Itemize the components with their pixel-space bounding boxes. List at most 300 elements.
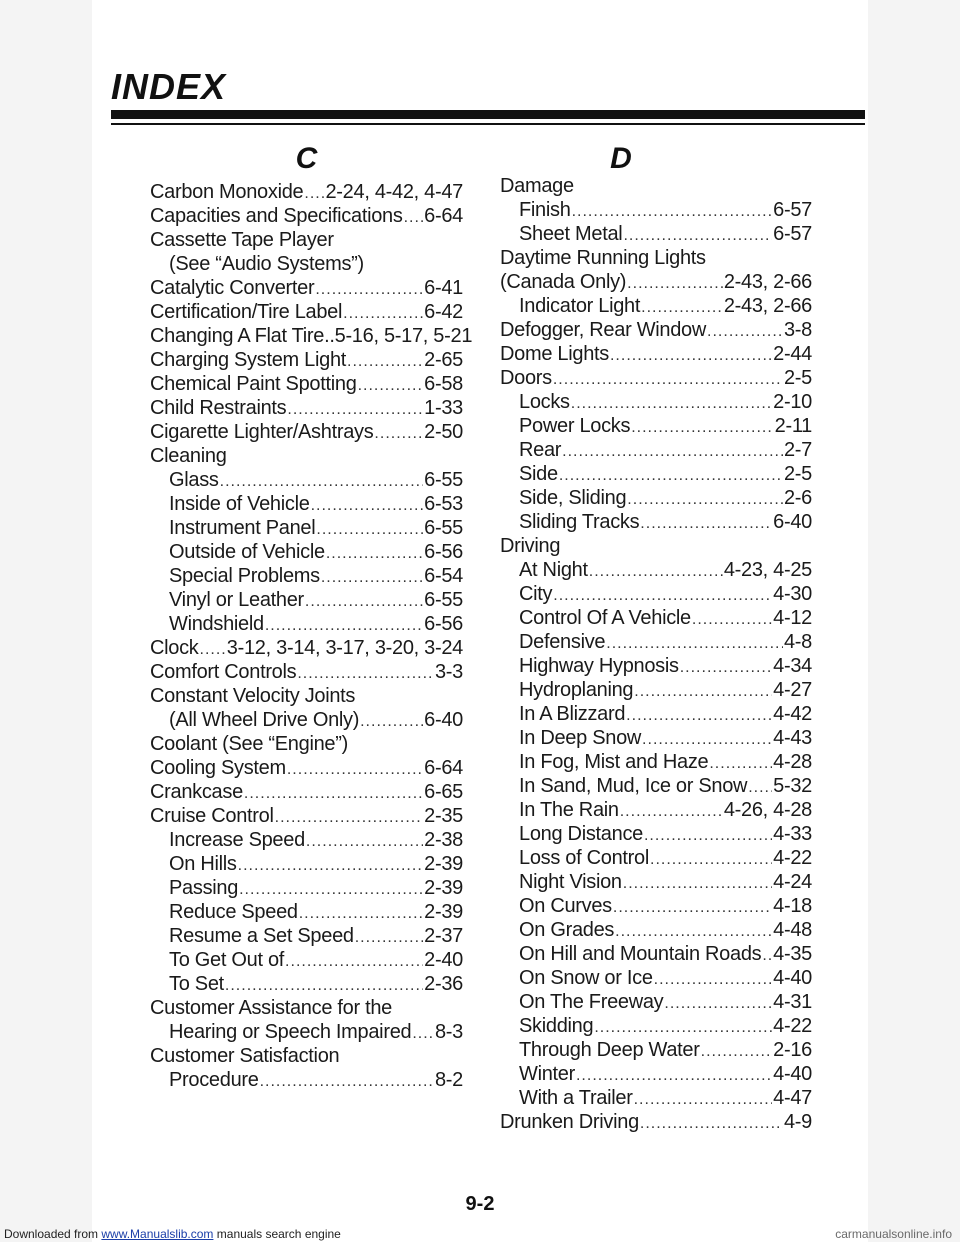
entry-label: City	[519, 583, 553, 605]
entry-label: Customer Satisfaction	[150, 1045, 340, 1067]
index-entry	[150, 636, 463, 660]
dot-leader	[613, 896, 772, 920]
page-title: INDEX	[111, 66, 227, 107]
index-entry	[500, 270, 812, 294]
entry-label: In Fog, Mist and Haze	[519, 751, 709, 773]
entry-label: Hearing or Speech Impaired	[169, 1021, 412, 1043]
dot-leader	[275, 806, 424, 830]
dot-leader	[326, 542, 423, 566]
entry-pages: 2-11	[774, 415, 812, 437]
index-entry	[500, 702, 812, 726]
index-entry	[500, 390, 812, 414]
entry-label: Comfort Controls	[150, 661, 297, 683]
index-entry	[150, 972, 463, 996]
dot-leader	[244, 782, 423, 806]
index-entry	[500, 246, 812, 270]
dot-leader	[654, 968, 773, 992]
dot-leader	[626, 704, 772, 728]
index-entry	[500, 1014, 812, 1038]
entry-pages: 4-30	[773, 583, 812, 605]
dot-leader	[641, 296, 723, 320]
dot-leader	[299, 902, 423, 926]
index-entry	[500, 726, 812, 750]
entry-pages: 4-48	[773, 919, 812, 941]
index-entry	[150, 180, 463, 204]
index-entry	[500, 966, 812, 990]
entry-pages: 2-38	[424, 829, 463, 851]
entry-pages: 6-64	[424, 205, 463, 227]
index-entry	[500, 198, 812, 222]
index-entry	[150, 468, 463, 492]
index-entry	[150, 204, 463, 228]
entry-label: Sliding Tracks	[519, 511, 640, 533]
index-entry	[150, 708, 463, 732]
entry-pages: 4-42	[773, 703, 812, 725]
entry-label: In Deep Snow	[519, 727, 642, 749]
index-entry	[150, 1020, 463, 1044]
index-list-c	[150, 180, 473, 1092]
entry-pages: 3-3	[434, 661, 463, 683]
entry-pages: 2-24, 4-42, 4-47	[325, 181, 463, 203]
dot-leader	[707, 320, 783, 344]
entry-pages: 6-56	[424, 613, 463, 635]
index-entry	[500, 1038, 812, 1062]
index-entry	[500, 750, 812, 774]
entry-pages: 2-6	[783, 487, 812, 509]
entry-label: Charging System Light	[150, 349, 347, 371]
index-column-d	[500, 138, 812, 1134]
entry-label: Coolant (See “Engine”)	[150, 733, 348, 755]
index-entry	[500, 774, 812, 798]
index-entry	[150, 924, 463, 948]
dot-leader	[225, 974, 423, 998]
index-entry	[500, 486, 812, 510]
entry-label: Catalytic Converter	[150, 277, 315, 299]
dot-leader	[620, 800, 723, 824]
dot-leader	[559, 464, 783, 488]
dot-leader	[315, 278, 423, 302]
dot-leader	[748, 776, 772, 800]
dot-leader	[355, 926, 423, 950]
index-entry	[150, 684, 463, 708]
entry-label: Dome Lights	[500, 343, 609, 365]
index-entry	[150, 228, 463, 252]
entry-label: Increase Speed	[169, 829, 305, 851]
index-entry	[500, 798, 812, 822]
entry-pages: 6-64	[424, 757, 463, 779]
entry-pages: 3-12, 3-14, 3-17, 3-20, 3-24	[226, 637, 463, 659]
index-entry	[500, 294, 812, 318]
entry-pages: 4-34	[773, 655, 812, 677]
entry-label: On Grades	[519, 919, 615, 941]
dot-leader	[239, 878, 423, 902]
header-rule-thin	[111, 123, 865, 125]
entry-pages: 6-58	[424, 373, 463, 395]
dot-leader	[297, 662, 434, 686]
dot-leader	[304, 182, 324, 206]
entry-label: On Hills	[169, 853, 237, 875]
dot-leader	[285, 950, 423, 974]
index-entry	[150, 372, 463, 396]
entry-label: On Curves	[519, 895, 612, 917]
entry-label: To Set	[169, 973, 224, 995]
entry-pages: 2-50	[424, 421, 463, 443]
dot-leader	[412, 1022, 434, 1046]
entry-label: Highway Hypnosis	[519, 655, 679, 677]
dot-leader	[640, 1112, 783, 1136]
index-entry	[500, 414, 812, 438]
dot-leader	[287, 758, 423, 782]
index-entry	[150, 900, 463, 924]
index-entry	[500, 990, 812, 1014]
dot-leader	[644, 824, 772, 848]
entry-label: Cigarette Lighter/Ashtrays	[150, 421, 374, 443]
index-entry	[150, 1044, 463, 1068]
entry-label: Reduce Speed	[169, 901, 298, 923]
entry-label: Chemical Paint Spotting	[150, 373, 357, 395]
entry-label: To Get Out of	[169, 949, 285, 971]
dot-leader	[692, 608, 772, 632]
index-entry	[500, 342, 812, 366]
entry-label: Side	[519, 463, 558, 485]
index-entry	[500, 174, 812, 198]
index-entry	[500, 1062, 812, 1086]
entry-pages: 6-54	[424, 565, 463, 587]
entry-label: Night Vision	[519, 871, 622, 893]
entry-label: Vinyl or Leather	[169, 589, 304, 611]
entry-label: (All Wheel Drive Only)	[169, 709, 360, 731]
entry-label: On Snow or Ice	[519, 967, 653, 989]
entry-pages: 4-22	[773, 847, 812, 869]
entry-label: Child Restraints	[150, 397, 287, 419]
index-entry	[500, 630, 812, 654]
entry-label: Skidding	[519, 1015, 594, 1037]
entry-label: Drunken Driving	[500, 1111, 639, 1133]
index-entry	[150, 324, 473, 348]
dot-leader	[664, 992, 772, 1016]
entry-label: Constant Velocity Joints	[150, 685, 356, 707]
entry-label: Cleaning	[150, 445, 227, 467]
entry-label: Customer Assistance for the	[150, 997, 393, 1019]
entry-label: On The Freeway	[519, 991, 664, 1013]
dot-leader	[572, 200, 773, 224]
dot-leader	[316, 518, 423, 542]
entry-label: Crankcase	[150, 781, 243, 803]
section-letter-c: C	[295, 142, 318, 175]
dot-leader	[265, 614, 423, 638]
dot-leader	[562, 440, 783, 464]
entry-pages: 4-27	[773, 679, 812, 701]
entry-label: Rear	[519, 439, 562, 461]
entry-label: Cooling System	[150, 757, 286, 779]
dot-leader	[640, 512, 772, 536]
entry-pages: 6-57	[773, 223, 812, 245]
index-entry	[500, 534, 812, 558]
index-entry	[500, 918, 812, 942]
index-entry	[150, 852, 463, 876]
index-entry	[500, 318, 812, 342]
entry-pages: 4-43	[773, 727, 812, 749]
entry-label: On Hill and Mountain Roads	[519, 943, 762, 965]
section-letter-d: D	[610, 142, 632, 175]
index-column-c	[150, 138, 473, 1092]
entry-label: Defogger, Rear Window	[500, 319, 707, 341]
dot-leader	[311, 494, 424, 518]
entry-label: Outside of Vehicle	[169, 541, 325, 563]
entry-pages: 8-3	[434, 1021, 463, 1043]
entry-pages: 2-5	[783, 367, 812, 389]
dot-leader	[287, 398, 423, 422]
entry-pages: 2-39	[424, 901, 463, 923]
dot-leader	[200, 638, 226, 662]
entry-pages: 4-22	[773, 1015, 812, 1037]
index-entry	[500, 582, 812, 606]
index-entry	[150, 588, 463, 612]
index-entry	[150, 756, 463, 780]
index-entry	[150, 492, 463, 516]
entry-label: Long Distance	[519, 823, 643, 845]
entry-pages: 6-42	[424, 301, 463, 323]
index-entry	[500, 822, 812, 846]
entry-label: Locks	[519, 391, 570, 413]
entry-label: Special Problems	[169, 565, 320, 587]
index-entry	[150, 396, 463, 420]
footer-suffix: manuals search engine	[213, 1227, 341, 1241]
dot-leader	[627, 488, 783, 512]
entry-pages: 3-8	[783, 319, 812, 341]
index-entry	[500, 870, 812, 894]
dot-leader	[553, 368, 783, 392]
entry-label: Passing	[169, 877, 239, 899]
index-entry	[500, 1086, 812, 1110]
entry-pages: 6-57	[773, 199, 812, 221]
index-entry	[500, 846, 812, 870]
entry-pages: 4-23, 4-25	[723, 559, 812, 581]
footer	[0, 1226, 960, 1242]
entry-pages: 4-8	[783, 631, 812, 653]
entry-label: In Sand, Mud, Ice or Snow	[519, 775, 748, 797]
entry-label: Inside of Vehicle	[169, 493, 310, 515]
entry-label: Side, Sliding	[519, 487, 627, 509]
dot-leader	[610, 344, 772, 368]
entry-label: Instrument Panel	[169, 517, 316, 539]
dot-leader	[306, 830, 423, 854]
index-entry	[500, 510, 812, 534]
entry-label: Cruise Control	[150, 805, 274, 827]
entry-pages: 2-5	[783, 463, 812, 485]
index-entry	[500, 558, 812, 582]
entry-pages: 4-33	[773, 823, 812, 845]
index-entry	[150, 540, 463, 564]
dot-leader	[627, 272, 723, 296]
entry-pages: 6-53	[424, 493, 463, 515]
entry-pages: 2-37	[424, 925, 463, 947]
index-entry	[150, 660, 463, 684]
entry-label: Finish	[519, 199, 571, 221]
footer-link[interactable]: www.Manualslib.com	[101, 1227, 214, 1241]
dot-leader	[347, 350, 423, 374]
index-entry	[500, 606, 812, 630]
footer-watermark: carmanualsonline.info	[835, 1227, 952, 1241]
dot-leader	[634, 1088, 773, 1112]
entry-label: Damage	[500, 175, 574, 197]
entry-pages: 4-28	[773, 751, 812, 773]
index-entry	[500, 894, 812, 918]
entry-label: Winter	[519, 1063, 575, 1085]
index-entry	[500, 222, 812, 246]
entry-pages: 6-65	[424, 781, 463, 803]
entry-label: With a Trailer	[519, 1087, 633, 1109]
entry-pages: 6-55	[424, 469, 463, 491]
dot-leader	[238, 854, 424, 878]
entry-pages: 2-36	[424, 973, 463, 995]
entry-label: Hydroplaning	[519, 679, 634, 701]
index-entry	[150, 348, 463, 372]
index-entry	[150, 948, 463, 972]
dot-leader	[374, 422, 423, 446]
entry-pages: 6-56	[424, 541, 463, 563]
entry-pages: 2-43, 2-66	[723, 271, 812, 293]
index-entry	[150, 732, 463, 756]
entry-pages: 4-9	[783, 1111, 812, 1133]
entry-pages: 4-12	[773, 607, 812, 629]
entry-label: In The Rain	[519, 799, 619, 821]
index-entry	[150, 996, 463, 1020]
footer-prefix: Downloaded from	[4, 1227, 102, 1241]
dot-leader	[321, 566, 423, 590]
entry-label: Resume a Set Speed	[169, 925, 354, 947]
entry-label: Clock	[150, 637, 199, 659]
entry-label: (See “Audio Systems”)	[169, 253, 364, 275]
dot-leader	[615, 920, 772, 944]
entry-pages: 6-40	[424, 709, 463, 731]
entry-pages: 2-16	[773, 1039, 812, 1061]
header-rule-thick	[111, 110, 865, 119]
index-entry	[150, 516, 463, 540]
entry-pages: 4-47	[773, 1087, 812, 1109]
entry-pages: 8-2	[434, 1069, 463, 1091]
entry-label: Certification/Tire Label	[150, 301, 343, 323]
index-entry	[500, 1110, 812, 1134]
entry-label: Cassette Tape Player	[150, 229, 334, 251]
entry-label: Capacities and Specifications	[150, 205, 403, 227]
dot-leader	[358, 374, 424, 398]
index-entry	[500, 462, 812, 486]
entry-pages: 2-65	[424, 349, 463, 371]
entry-pages: 2-39	[424, 877, 463, 899]
entry-label: In A Blizzard	[519, 703, 626, 725]
entry-pages: 2-35	[424, 805, 463, 827]
dot-leader	[623, 872, 772, 896]
entry-pages: 2-7	[783, 439, 812, 461]
entry-label: Changing A Flat Tire..	[150, 325, 335, 347]
dot-leader	[650, 848, 772, 872]
entry-label: Doors	[500, 367, 552, 389]
entry-pages: 1-33	[424, 397, 463, 419]
entry-label: Loss of Control	[519, 847, 650, 869]
entry-label: Through Deep Water	[519, 1039, 700, 1061]
index-entry	[150, 276, 463, 300]
index-entry	[150, 780, 463, 804]
entry-pages: 2-40	[424, 949, 463, 971]
entry-pages: 2-10	[773, 391, 812, 413]
dot-leader	[343, 302, 423, 326]
index-entry	[150, 420, 463, 444]
entry-label: Carbon Monoxide	[150, 181, 304, 203]
dot-leader	[260, 1070, 434, 1094]
entry-label: Sheet Metal	[519, 223, 623, 245]
entry-label: Control Of A Vehicle	[519, 607, 691, 629]
entry-pages: 4-26, 4-28	[723, 799, 812, 821]
footer-download-note	[4, 1226, 341, 1242]
index-entry	[150, 876, 463, 900]
index-entry	[500, 438, 812, 462]
entry-label: At Night	[519, 559, 588, 581]
dot-leader	[360, 710, 423, 734]
index-entry	[150, 300, 463, 324]
entry-label: Driving	[500, 535, 561, 557]
dot-leader	[571, 392, 772, 416]
entry-pages: 4-35	[773, 943, 812, 965]
page-number: 9-2	[465, 1193, 495, 1215]
index-entry	[500, 678, 812, 702]
dot-leader	[576, 1064, 772, 1088]
index-entry	[150, 444, 463, 468]
entry-label: Windshield	[169, 613, 264, 635]
dot-leader	[594, 1016, 772, 1040]
entry-label: (Canada Only)	[500, 271, 627, 293]
index-entry	[150, 828, 463, 852]
index-entry	[500, 366, 812, 390]
dot-leader	[220, 470, 424, 494]
entry-pages: 2-43, 2-66	[723, 295, 812, 317]
dot-leader	[631, 416, 773, 440]
dot-leader	[642, 728, 772, 752]
index-entry	[500, 654, 812, 678]
entry-label: Procedure	[169, 1069, 259, 1091]
dot-leader	[701, 1040, 773, 1064]
entry-pages: 4-31	[773, 991, 812, 1013]
dot-leader	[589, 560, 723, 584]
entry-label: Daytime Running Lights	[500, 247, 706, 269]
entry-label: Glass	[169, 469, 219, 491]
dot-leader	[709, 752, 772, 776]
index-list-d	[500, 174, 812, 1134]
dot-leader	[762, 944, 772, 968]
dot-leader	[680, 656, 772, 680]
entry-pages: 6-55	[424, 517, 463, 539]
entry-pages: 4-18	[773, 895, 812, 917]
dot-leader	[623, 224, 772, 248]
entry-pages: 2-39	[424, 853, 463, 875]
entry-label: Indicator Light	[519, 295, 641, 317]
entry-pages: 6-55	[424, 589, 463, 611]
entry-pages: 5-16, 5-17, 5-21	[334, 325, 473, 347]
entry-pages: 5-32	[773, 775, 812, 797]
dot-leader	[606, 632, 783, 656]
entry-pages: 4-24	[773, 871, 812, 893]
dot-leader	[634, 680, 772, 704]
index-entry	[150, 252, 463, 276]
dot-leader	[404, 206, 424, 230]
index-entry	[150, 564, 463, 588]
index-entry	[150, 804, 463, 828]
index-entry	[150, 1068, 463, 1092]
entry-pages: 2-44	[773, 343, 812, 365]
dot-leader	[305, 590, 423, 614]
entry-pages: 6-40	[773, 511, 812, 533]
entry-pages: 4-40	[773, 1063, 812, 1085]
